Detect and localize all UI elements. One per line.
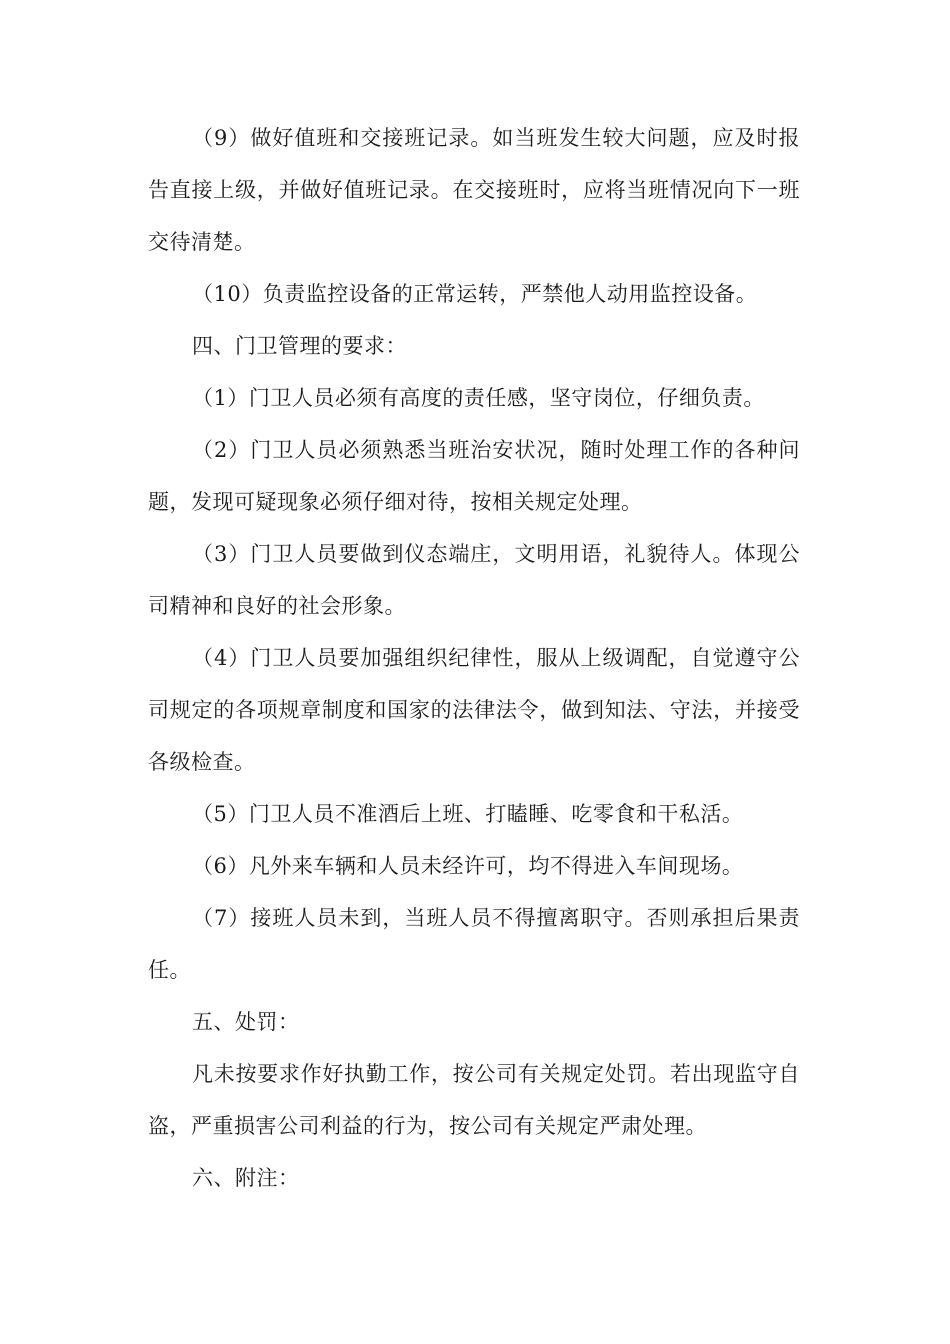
paragraph-requirement-2: （2）门卫人员必须熟悉当班治安状况，随时处理工作的各种问题，发现可疑现象必须仔细对待，按相关规定处理。 [148, 438, 800, 514]
paragraph-requirement-6: （6）凡外来车辆和人员未经许可，均不得进入车间现场。 [192, 854, 744, 878]
paragraph-item-10-monitoring-equipment: （10）负责监控设备的正常运转，严禁他人动用监控设备。 [192, 282, 758, 306]
section-heading-notes: 六、附注： [192, 1166, 300, 1190]
paragraph-penalty-text: 凡未按要求作好执勤工作，按公司有关规定处罚。若出现监守自盗，严重损害公司利益的行为，按公司有关规定严肃处理。 [148, 1062, 800, 1138]
paragraph-requirement-1: （1）门卫人员必须有高度的责任感，坚守岗位，仔细负责。 [192, 386, 765, 410]
paragraph-requirement-5: （5）门卫人员不准酒后上班、打瞌睡、吃零食和干私活。 [192, 802, 744, 826]
paragraph-requirement-4: （4）门卫人员要加强组织纪律性，服从上级调配，自觉遵守公司规定的各项规章制度和国家的法律法令，做到知法、守法，并接受各级检查。 [148, 646, 800, 774]
section-heading-penalties: 五、处罚： [192, 1010, 300, 1034]
paragraph-item-9-duty-records: （9）做好值班和交接班记录。如当班发生较大问题，应及时报告直接上级，并做好值班记录。在交接班时，应将当班情况向下一班交待清楚。 [148, 126, 800, 254]
paragraph-requirement-7: （7）接班人员未到，当班人员不得擅离职守。否则承担后果责任。 [148, 906, 800, 982]
document-body [148, 112, 800, 1204]
section-heading-gate-requirements: 四、门卫管理的要求： [192, 334, 407, 358]
paragraph-requirement-3: （3）门卫人员要做到仪态端庄，文明用语，礼貌待人。体现公司精神和良好的社会形象。 [148, 542, 800, 618]
